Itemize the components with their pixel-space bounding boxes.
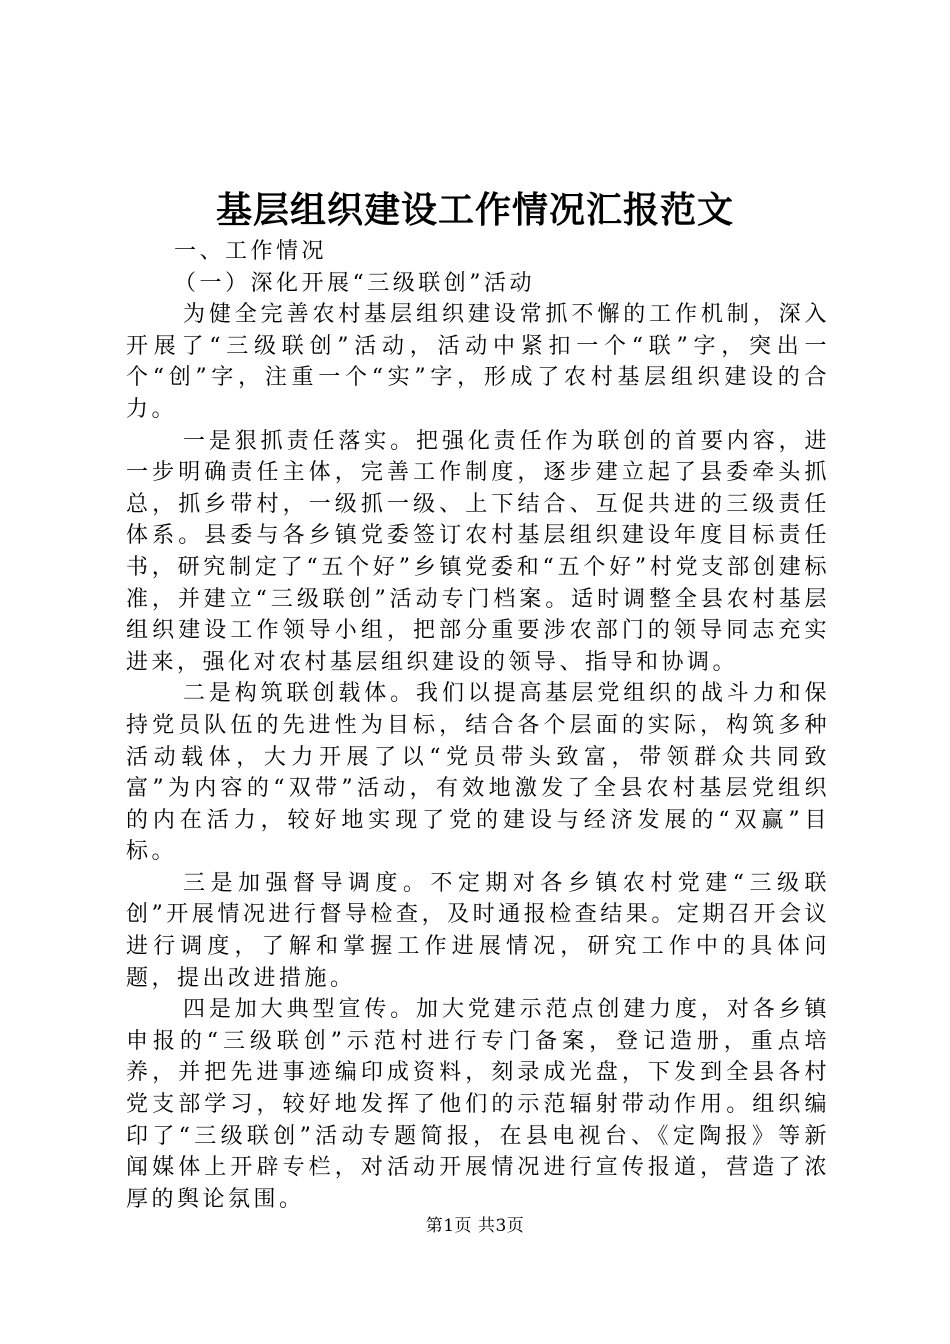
section-heading: 一、工作情况 bbox=[174, 239, 328, 264]
paragraph-carrier: 二是构筑联创载体。我们以提高基层党组织的战斗力和保持党员队伍的先进性为目标，结合各个层面的实际，构筑多种活动载体，大力开展了以“党员带头致富，带领群众共同致富”为内容的“双带”活动，有效地激发了全县农村基层党组织的内在活力，较好地实现了党的建设与经济发展的“双赢”目标。 bbox=[126, 681, 830, 865]
page-indicator: 第1页 共3页 bbox=[425, 1216, 525, 1236]
document-body bbox=[126, 236, 830, 1215]
paragraph-intro: 为健全完善农村基层组织建设常抓不懈的工作机制，深入开展了“三级联创”活动，活动中紧扣一个“联”字，突出一个“创”字，注重一个“实”字，形成了农村基层组织建设的合力。 bbox=[126, 302, 830, 422]
paragraph-responsibility: 一是狠抓责任落实。把强化责任作为联创的首要内容，进一步明确责任主体，完善工作制度，逐步建立起了县委牵头抓总，抓乡带村，一级抓一级、上下结合、互促共进的三级责任体系。县委与各乡镇党委签订农村基层组织建设年度目标责任书，研究制定了“五个好”乡镇党委和“五个好”村党支部创建标准，并建立“三级联创”活动专门档案。适时调整全县农村基层组织建设工作领导小组，把部分重要涉农部门的领导同志充实进来，强化对农村基层组织建设的领导、指导和协调。 bbox=[126, 428, 830, 675]
document-title: 基层组织建设工作情况汇报范文 bbox=[215, 189, 734, 231]
paragraph-publicity: 四是加大典型宣传。加大党建示范点创建力度，对各乡镇申报的“三级联创”示范村进行专门备案，登记造册，重点培养，并把先进事迹编印成资料，刻录成光盘，下发到全县各村党支部学习，较好地发挥了他们的示范辐射带动作用。组织编印了“三级联创”活动专题简报，在县电视台、《定陶报》等新闻媒体上开辟专栏，对活动开展情况进行宣传报道，营造了浓厚的舆论氛围。 bbox=[126, 997, 830, 1212]
paragraph-supervision: 三是加强督导调度。不定期对各乡镇农村党建“三级联创”开展情况进行督导检查，及时通报检查结果。定期召开会议进行调度，了解和掌握工作进展情况，研究工作中的具体问题，提出改进措施。 bbox=[126, 870, 830, 991]
subsection-heading: （一）深化开展“三级联创”活动 bbox=[174, 270, 535, 296]
